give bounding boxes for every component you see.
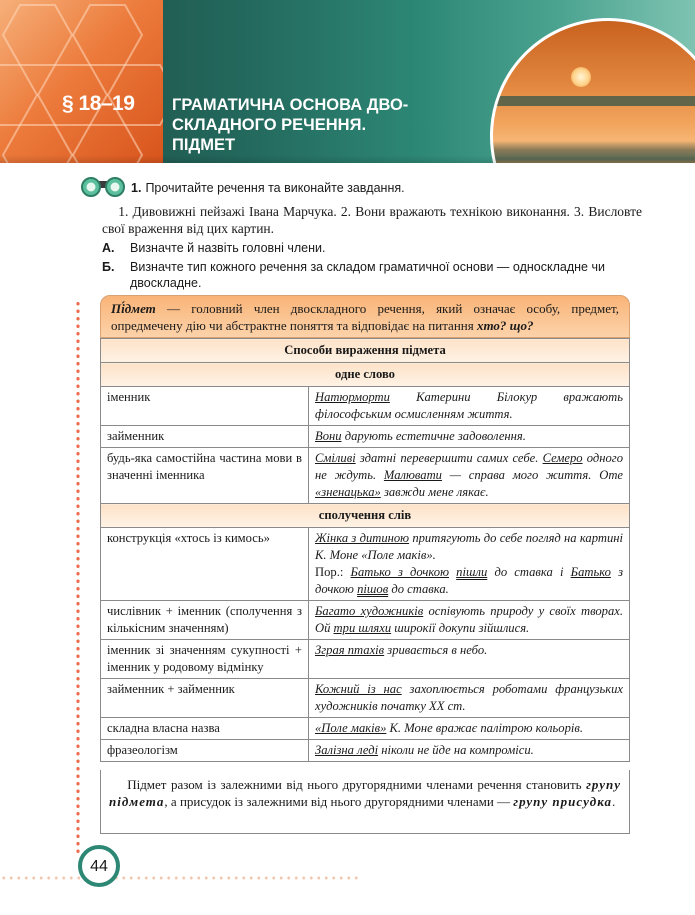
row-label: числівник + іменник (сполучення з кількісним значенням): [101, 601, 309, 640]
group-header-row: [101, 363, 630, 387]
hexagon-pattern-icon: [0, 0, 163, 163]
hexagon-decoration: [0, 0, 163, 163]
table-row: [101, 740, 630, 762]
row-example: Залізна леді ніколи не йде на компроміси.: [309, 740, 630, 762]
row-label: конструкція «хтось із кимось»: [101, 528, 309, 601]
dotted-footer-line: [0, 876, 360, 880]
row-example: Кожний із нас захоплюється роботами французьких художників початку ХХ ст.: [309, 679, 630, 718]
table-row: [101, 718, 630, 740]
row-example: Натюрморти Катерини Білокур вражають філософським осмисленням життя.: [309, 387, 630, 426]
row-example: Жінка з дитиною притягують до себе погляд на картині К. Моне «Поле маків». Пор.: Батько з дочкою пішли до ставка і Батько з дочкою пішов до ставка.: [309, 528, 630, 601]
row-label: іменник зі значенням сукупності + іменник у родовому відмінку: [101, 640, 309, 679]
task-text: 1. Дивовижні пейзажі Івана Марчука. 2. Вони вражають технікою виконання. 3. Висловте свої враження від цих картин.: [102, 204, 642, 236]
row-example: Сміливі здатні перевершити самих себе. Семеро одного не ждуть. Малювати — справа мого життя. Оте «зненацька» завжди мене лякає.: [309, 448, 630, 504]
table-row: [101, 528, 630, 601]
sun-icon: [571, 67, 591, 87]
definition-text: — головний член двоскладного речення, який означає особу, предмет, опредмечену дію чи абстрактне поняття та відповідає на питання: [111, 301, 619, 333]
row-example: Вони дарують естетичне задоволення.: [309, 426, 630, 448]
page-number-badge: [78, 845, 120, 887]
row-example: Багато художників оспівують природу у своїх творах. Ой три шляхи широкії докупи зійшлися.: [309, 601, 630, 640]
group-one-word: одне слово: [101, 363, 630, 387]
table-row: [101, 679, 630, 718]
group-note: Підмет разом із залежними від нього другорядними членами речення становить групу підмета, а присудок із залежними від нього другорядними членами — групу присудка.: [100, 770, 630, 834]
row-label: фразеологізм: [101, 740, 309, 762]
section-title: ГРАМАТИЧНА ОСНОВА ДВО- СКЛАДНОГО РЕЧЕННЯ. ПІДМЕТ: [172, 96, 409, 154]
page-number: 44: [90, 858, 108, 875]
definition: [100, 295, 630, 338]
table-row: [101, 601, 630, 640]
subject-expression-table: [100, 338, 630, 762]
table-row: [101, 426, 630, 448]
page-header: [0, 0, 695, 163]
table-row: [101, 640, 630, 679]
table-row: [101, 387, 630, 426]
row-label: складна власна назва: [101, 718, 309, 740]
section-number: § 18–19: [62, 92, 135, 115]
row-label: займенник: [101, 426, 309, 448]
definition-term: Пі́дмет: [111, 301, 156, 316]
row-label: займенник + займенник: [101, 679, 309, 718]
dotted-margin-line: [76, 300, 80, 855]
group-header-row: [101, 504, 630, 528]
table-title-row: [101, 339, 630, 363]
rule-box: [100, 295, 630, 834]
sunset-image: [490, 18, 695, 163]
table-title: Способи вираження підмета: [101, 339, 630, 363]
task-heading: [131, 181, 405, 195]
task-instruction: Прочитайте речення та виконайте завдання.: [145, 181, 405, 195]
shoreline: [493, 96, 695, 106]
group-phrases: сполучення слів: [101, 504, 630, 528]
binoculars-icon: [80, 176, 126, 198]
table-row: [101, 448, 630, 504]
task-number: 1.: [131, 181, 142, 195]
row-example: «Поле маків» К. Моне вражає палітрою кольорів.: [309, 718, 630, 740]
row-label: іменник: [101, 387, 309, 426]
row-example: Зграя птахів зривається в небо.: [309, 640, 630, 679]
row-label: будь-яка самостійна частина мови в значенні іменника: [101, 448, 309, 504]
definition-questions: хто? що?: [476, 318, 534, 333]
